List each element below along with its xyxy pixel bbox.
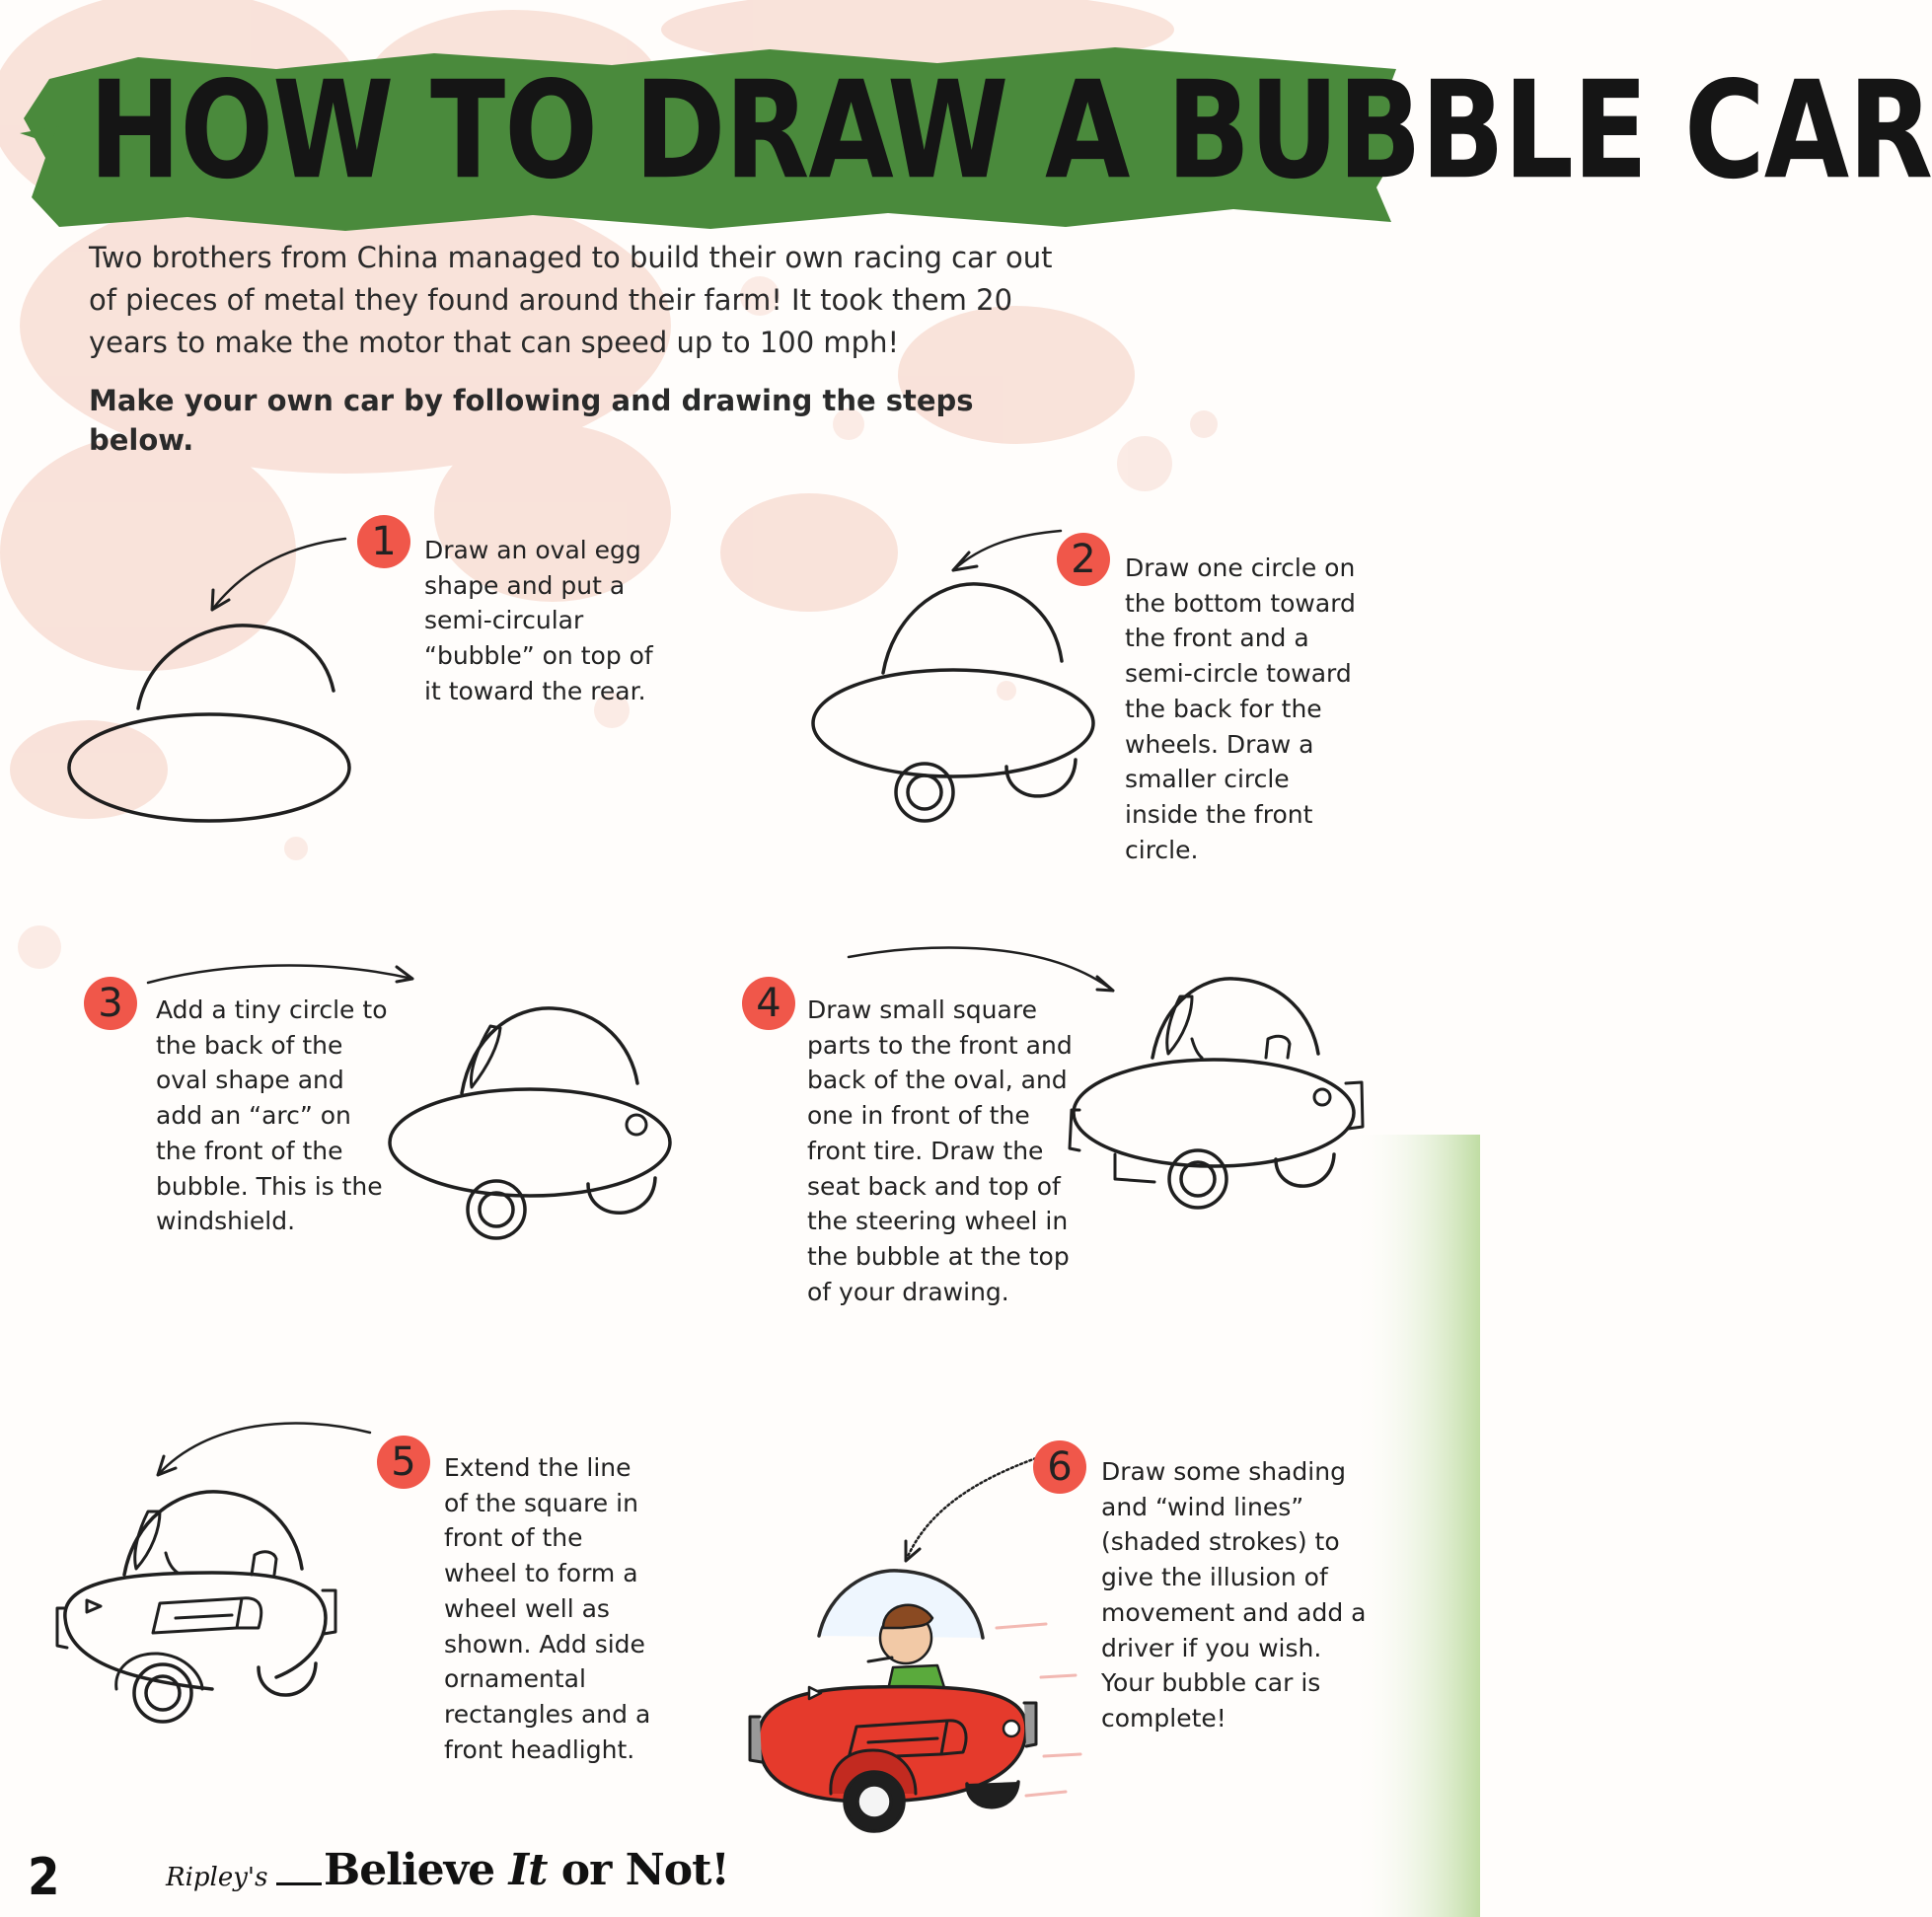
step-5-number: 5 xyxy=(377,1436,430,1489)
step1-drawing xyxy=(69,539,349,821)
brand-connector xyxy=(276,1882,322,1885)
brand-logo xyxy=(166,1841,729,1910)
step-2-text: Draw one circle on the bottom toward the front and a semi-circle toward the back for the wheels. Draw a smaller circle inside the front circle. xyxy=(1125,553,1356,864)
intro-paragraph: Two brothers from China managed to build their own racing car out of pieces of metal they found around their farm! It took them 20 years to make the motor that can speed up to 100 mph! xyxy=(89,241,1053,359)
step-2-number: 2 xyxy=(1057,533,1110,586)
step-3-number: 3 xyxy=(84,977,137,1030)
step6-drawing xyxy=(750,1458,1080,1831)
step-4-number: 4 xyxy=(742,977,795,1030)
step-4-text: Draw small square parts to the front and back of the oval, and one in front of the front tire. Draw the seat back and top of the steering wheel in the bubble at the top of your drawing. xyxy=(807,995,1073,1306)
brand-name: Believe It or Not! xyxy=(324,1845,729,1895)
brand-prefix: Ripley's xyxy=(166,1863,268,1892)
step-6-number: 6 xyxy=(1033,1440,1086,1494)
step-1-text: Draw an oval egg shape and put a semi-circular “bubble” on top of it toward the rear. xyxy=(424,536,653,705)
step-3-text: Add a tiny circle to the back of the oval shape and add an “arc” on the front of the bubble. This is the windshield. xyxy=(156,995,388,1236)
step2-drawing xyxy=(813,531,1093,821)
step-1-number: 1 xyxy=(357,515,410,568)
intro-instruction: Make your own car by following and drawing the steps below. xyxy=(89,384,974,457)
step-5-text: Extend the line of the square in front of the wheel to form a wheel well as shown. Add side ornamental rectangles and a front headlight. xyxy=(444,1453,651,1764)
page-number: 2 xyxy=(28,1848,60,1907)
step-6-text: Draw some shading and “wind lines” (shaded strokes) to give the illusion of movement and add a driver if you wish. Your bubble car is complete! xyxy=(1101,1457,1367,1733)
page-title: HOW TO DRAW A BUBBLE CAR xyxy=(89,52,1932,210)
step5-drawing xyxy=(57,1423,370,1722)
